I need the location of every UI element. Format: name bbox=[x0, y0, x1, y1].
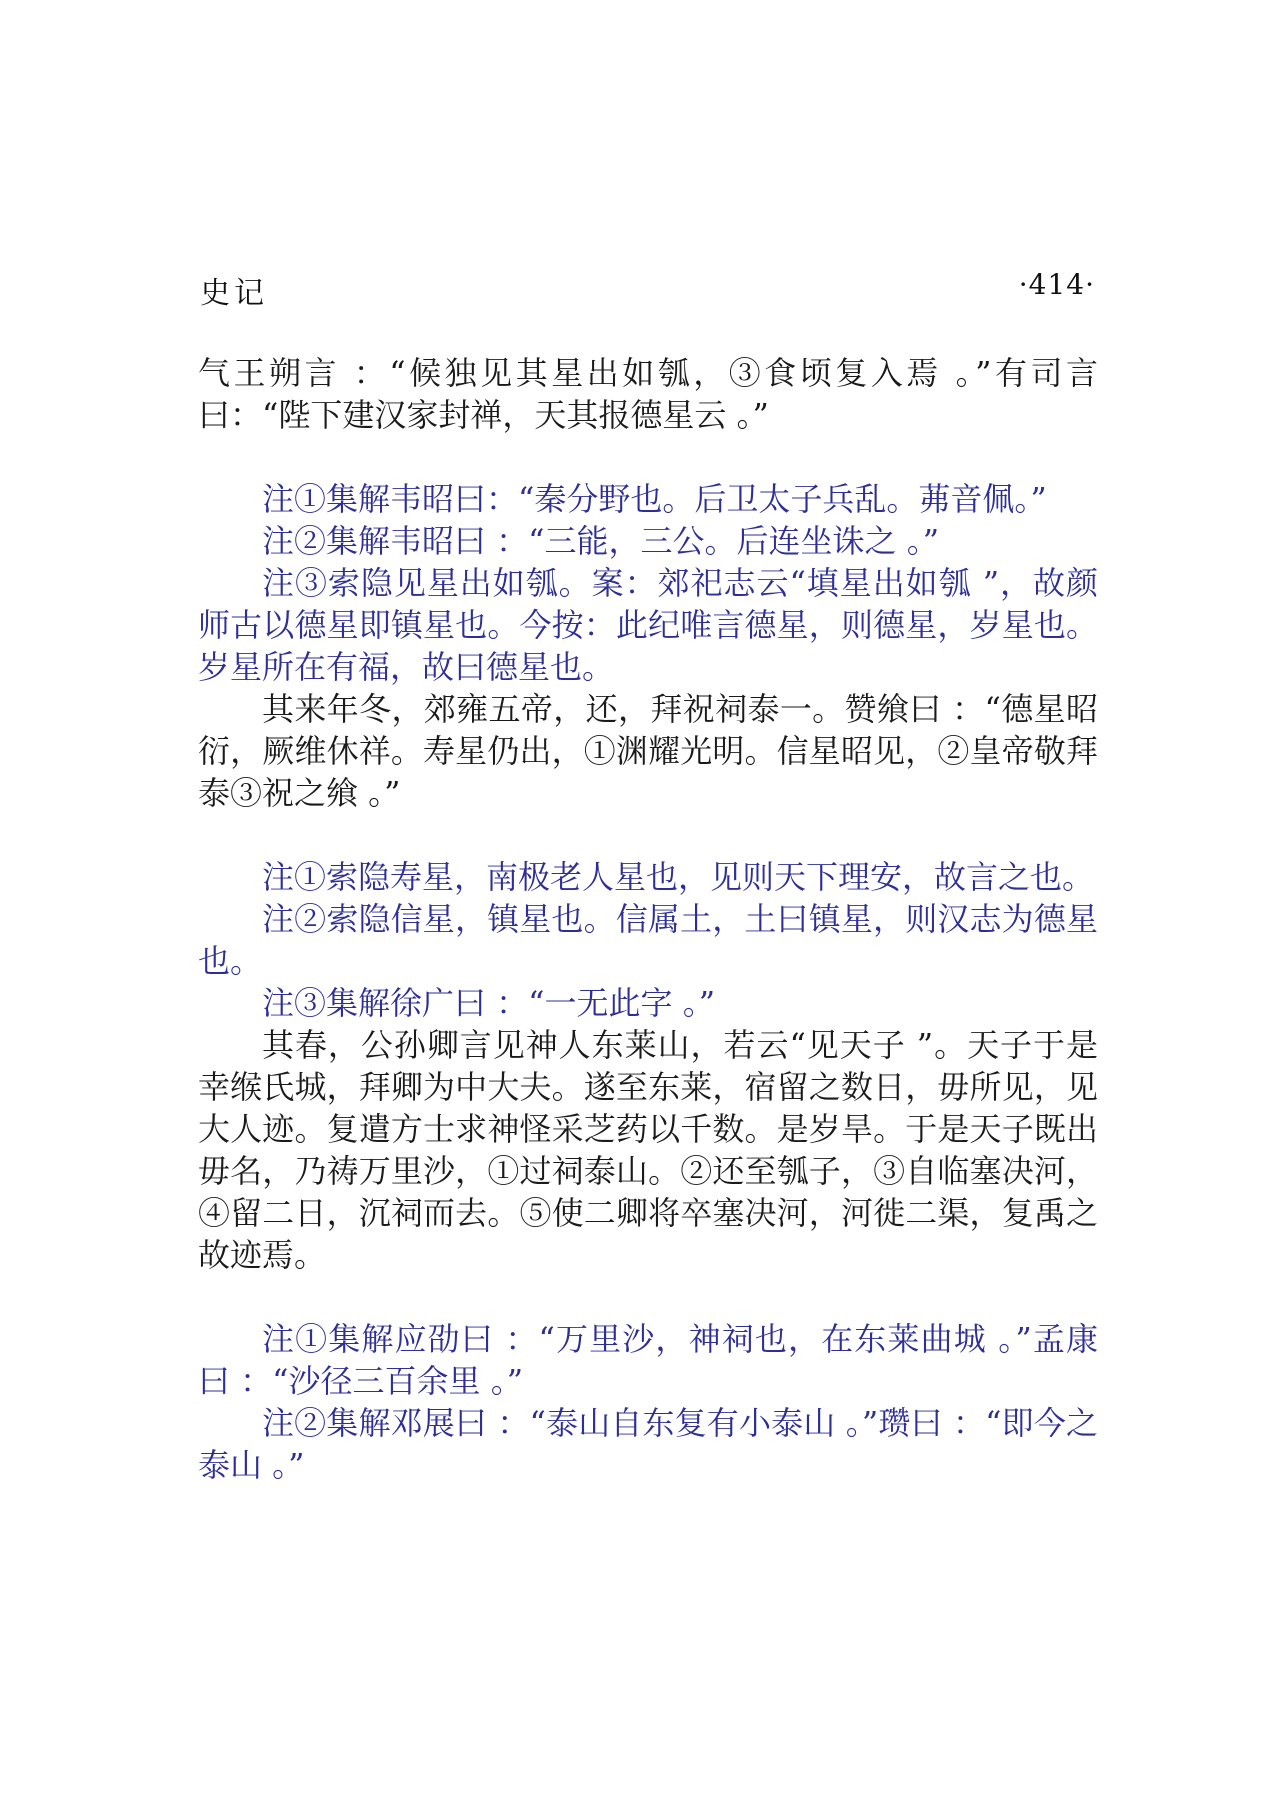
annotation-note: 注①集解韦昭曰：“秦分野也。后卫太子兵乱。茀音佩。” bbox=[262, 480, 1047, 518]
page-content bbox=[198, 352, 1098, 1486]
annotation-note: 注②集解邓展曰 ：“泰山自东复有小泰山 。”瓒曰 ：“即今之泰山 。” bbox=[198, 1404, 1098, 1484]
book-title: 史记 bbox=[200, 276, 268, 311]
main-paragraph: 其来年冬，郊雍五帝，还，拜祝祠泰一。赞飨曰 ：“德星昭衍，厥维休祥。寿星仍出，①渊耀光明。信星昭见，②皇帝敬拜泰③祝之飨 。” bbox=[198, 690, 1098, 812]
annotation-note: 注①集解应劭曰 ：“万里沙，神祠也，在东莱曲城 。”孟康曰 ：“沙径三百余里 。” bbox=[198, 1320, 1098, 1400]
paragraph-gap bbox=[198, 436, 1098, 478]
annotation-note: 注②集解韦昭曰 ：“三能，三公。后连坐诛之 。” bbox=[262, 522, 940, 560]
main-paragraph: 气王朔言 ：“候独见其星出如瓠，③食顷复入焉 。”有司言曰：“陛下建汉家封禅，天其报德星云 。” bbox=[198, 354, 1098, 434]
main-paragraph: 其春，公孙卿言见神人东莱山，若云“见天子 ”。天子于是幸缑氏城，拜卿为中大夫。遂至东莱，宿留之数日，毋所见，见大人迹。复遣方士求神怪采芝药以千数。是岁旱。于是天子既出毋名，乃祷万里沙，①过祠泰山。②还至瓠子，③自临塞决河，④留二日，沉祠而去。⑤使二卿将卒塞决河，河徙二渠，复禹之故迹焉。 bbox=[198, 1026, 1098, 1274]
paragraph-gap bbox=[198, 1276, 1098, 1318]
annotation-note: 注②索隐信星，镇星也。信属土，土曰镇星，则汉志为德星也。 bbox=[198, 900, 1098, 980]
page-number: ·414· bbox=[1018, 268, 1095, 301]
annotation-note: 注①索隐寿星，南极老人星也，见则天下理安，故言之也。 bbox=[262, 858, 1095, 896]
annotation-note: 注③索隐见星出如瓠。案：郊祀志云“填星出如瓠 ”，故颜师古以德星即镇星也。今按：此纪唯言德星，则德星，岁星也。岁星所在有福，故曰德星也。 bbox=[198, 564, 1098, 686]
paragraph-gap bbox=[198, 814, 1098, 856]
page-header bbox=[200, 268, 1095, 311]
annotation-note: 注③集解徐广曰 ：“一无此字 。” bbox=[262, 984, 716, 1022]
